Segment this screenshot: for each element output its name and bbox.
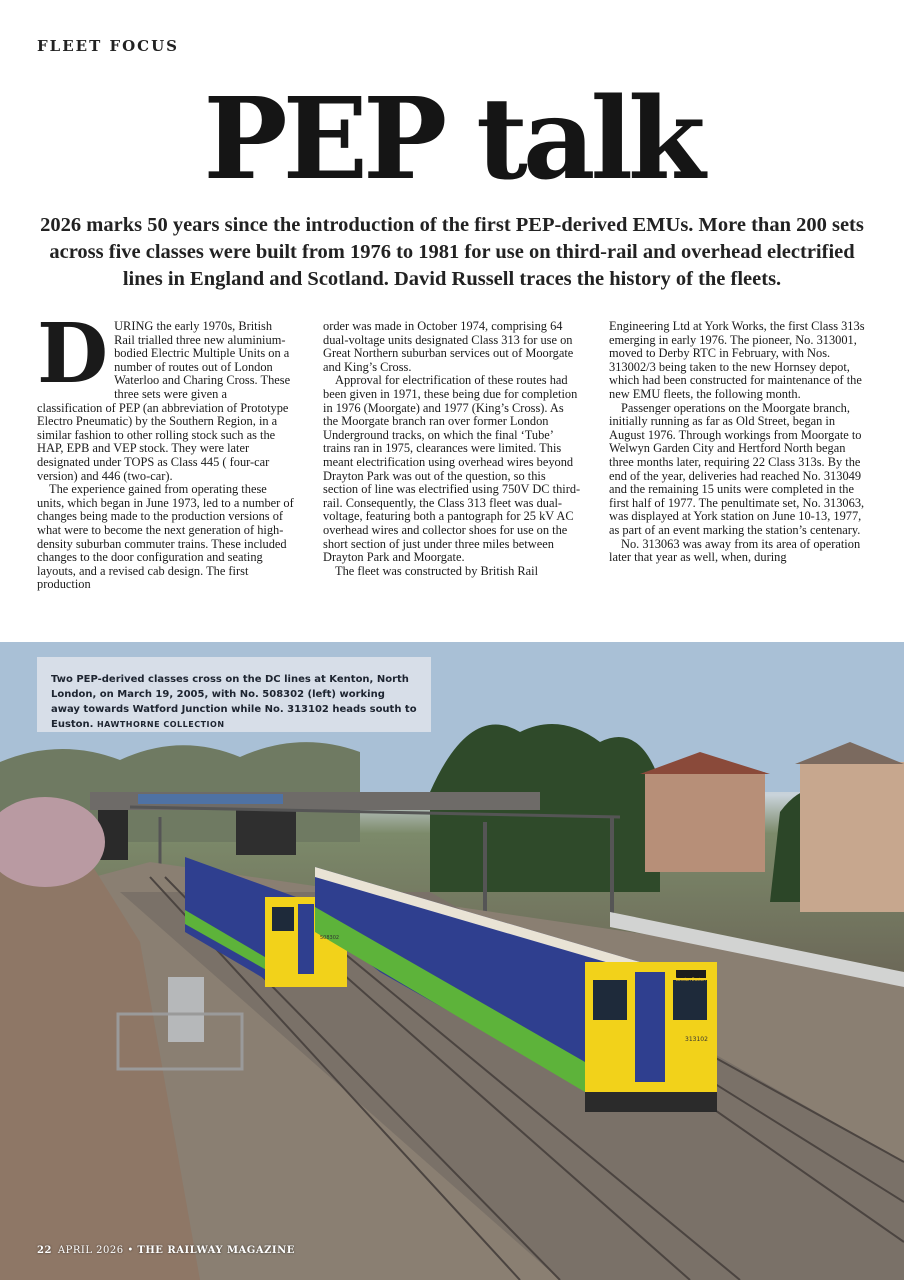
issue-date: APRIL 2026 (57, 1245, 124, 1256)
standfirst-text: 2026 marks 50 years since the introduction of the first PEP-derived EMUs. More than 200 sets across five classes were built from 1976 to 1981 for use on third-rail and overhead electrified lines in England and Scotland. (40, 214, 864, 290)
col1-lead: URING the early 1970s, British Rail trialled three new aluminium-bodied Electric Multiple Units on a number of routes out of London Waterloo and Charing Cross. These three sets were given a classification of PEP (an abbreviation of Prototype Electro Pneumatic) by the Southern Region, in a similar fashion to other rolling stock such as the HAP, EPB and VEP stock. They were later designated under TOPS as Class 445 ( four-car version) and 446 (two-car). (37, 320, 291, 483)
col2-paragraph-3: The fleet was constructed by British Rail (335, 563, 539, 578)
caption-credit: HAWTHORNE COLLECTION (96, 720, 225, 729)
caption-text: Two PEP-derived classes cross on the DC lines at Kenton, North London, on March 19, 2005, with No. 508302 (left) working away towards Watford Junction while No. 313102 heads south to Euston. (51, 674, 417, 730)
right-unit-number: 313102 (685, 1036, 708, 1043)
headline: PEP talk (203, 74, 701, 205)
standfirst-tail: traces the history of the fleets. (519, 268, 782, 290)
column-3 (609, 320, 867, 638)
destination-blind: London Euston (676, 977, 706, 982)
page-number: 22 (37, 1245, 52, 1256)
left-unit-number: 508302 (320, 935, 340, 941)
folio-separator: • (127, 1245, 134, 1256)
photo-illustration (0, 642, 904, 1280)
folio (37, 1245, 295, 1256)
train-photo (0, 642, 904, 1280)
col1-paragraph-2: The experience gained from operating these units, which began in June 1973, led to a number of changes being made to the production versions of what were to become the next generation of high-density suburban commuter trains. These included changes to the door configuration and seating layouts, and a revised cab design. The first production (37, 482, 294, 592)
col2-paragraph-1: order was made in October 1974, comprising 64 dual-voltage units designated Class 313 for use on Great Northern suburban services out of Moorgate and King’s Cross. (323, 320, 574, 374)
col3-paragraph-2: Passenger operations on the Moorgate branch, initially running as far as Old Street, began in August 1976. Through workings from Moorgate to Welwyn Garden City and Hertford North began three months later, requiring 22 Class 313s. By the end of the year, deliveries had reached No. 313049 and the remaining 15 units were completed in the first half of 1977. The penultimate set, No. 313063, was displayed at York station on June 10-13, 1977, as part of an event marking the station’s centenary. (609, 400, 865, 537)
col3-paragraph-1: Engineering Ltd at York Works, the first Class 313s emerging in early 1976. The pioneer, No. 313001, moved to Derby RTC in February, with Nos. 313002/3 being taken to the new Hornsey depot, which had been constructed for maintenance of the new EMU fleets, the following month. (609, 320, 865, 401)
standfirst (40, 212, 864, 293)
col2-paragraph-2: Approval for electrification of these routes had been given in 1971, these being due for completion in 1976 (Moorgate) and 1977 (King’s Cross). As the Moorgate branch ran over former London Underground tracks, on which the final ‘Tube’ trains ran in 1975, clearances were limited. This meant electrification using overhead wires beyond Drayton Park was out of the question, so this section of line was electrified using 750V DC third-rail. Consequently, the Class 313 fleet was dual-voltage, featuring both a pantograph for 25 kV AC overhead wires and collector shoes for use on the short section of just under three miles between Drayton Park and Moorgate. (323, 373, 581, 565)
publication-name: THE RAILWAY MAGAZINE (137, 1245, 295, 1256)
column-2 (323, 320, 581, 638)
section-label: FLEET FOCUS (37, 37, 180, 55)
standfirst-author: David Russell (394, 268, 515, 290)
col3-paragraph-3: No. 313063 was away from its area of operation later that year as well, when, during (609, 536, 861, 565)
column-1 (37, 320, 295, 638)
article-body (37, 320, 867, 638)
photo-caption (37, 657, 431, 732)
drop-cap: D (37, 320, 109, 402)
